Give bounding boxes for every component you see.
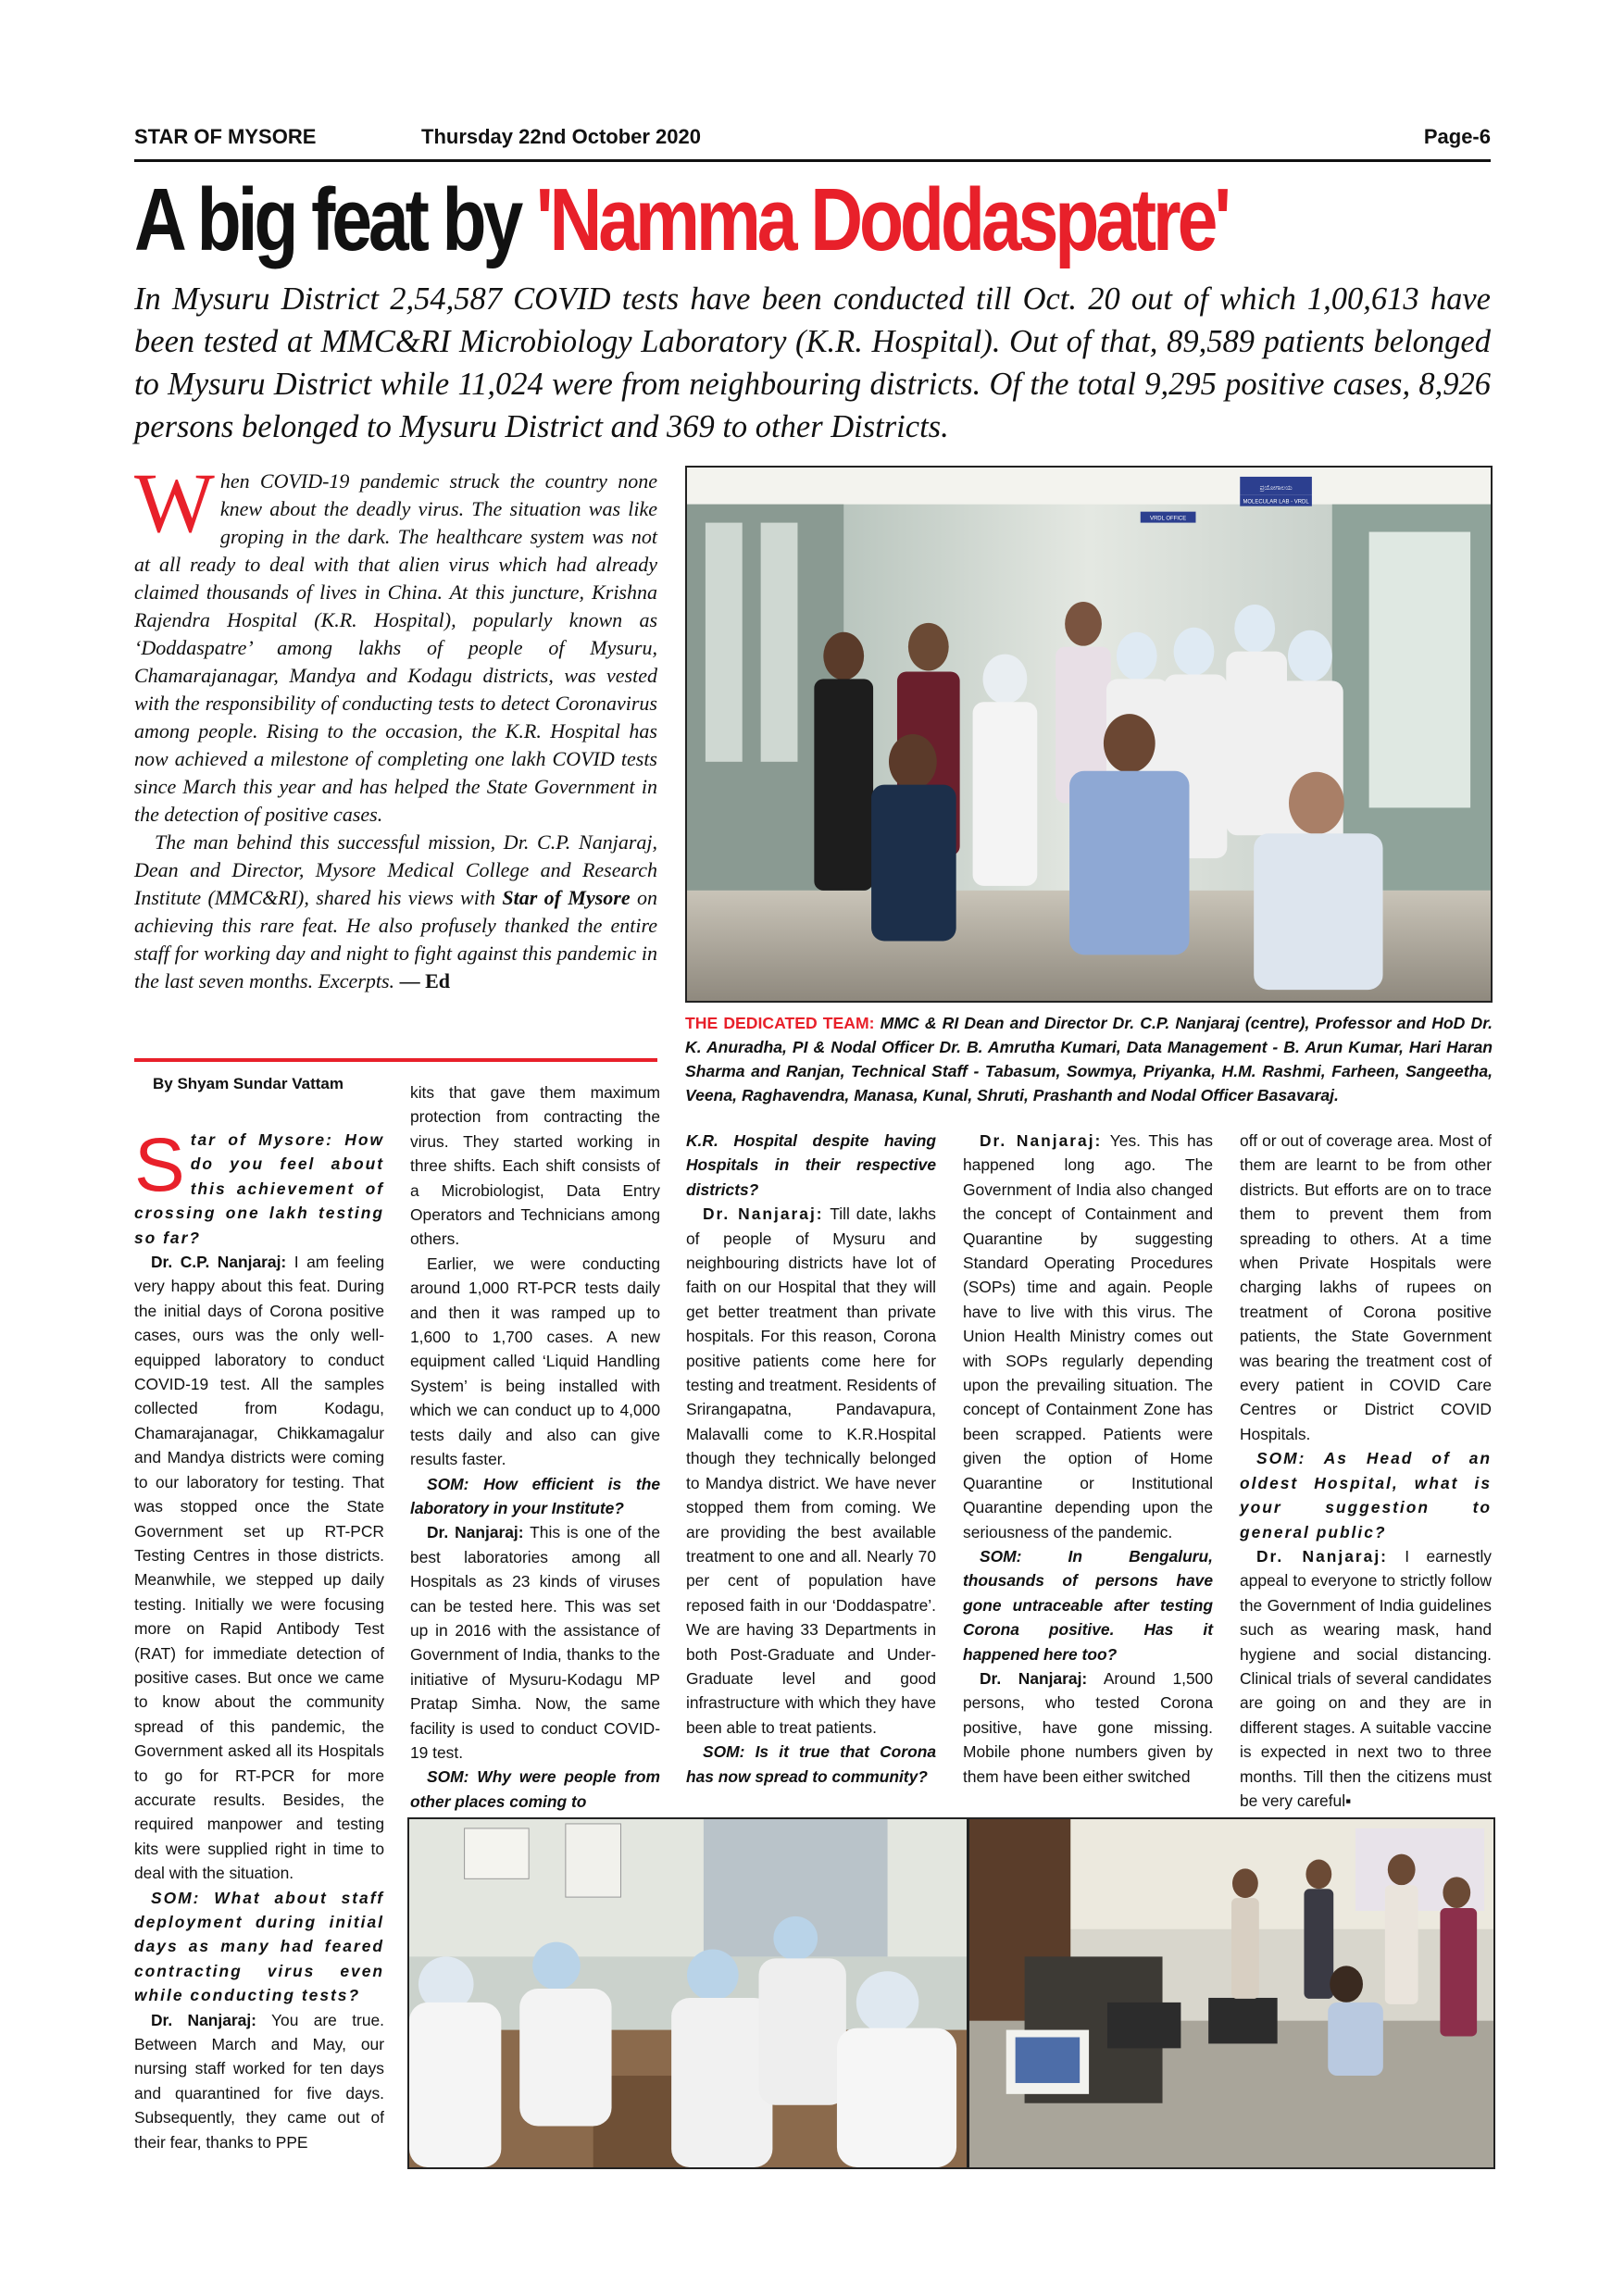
article-column-2: [410, 1080, 660, 1814]
col1-answer-1: I am feeling very happy about this feat. During the initial days of Corona positive cases, ours was the only well-equipped laboratory to conduct COVID-19 test. All the samples collected from Kodagu, Chamarajanagar, Chikkamagalur and Mandya districts were coming to our laboratory for testing. That was stopped once the State Government set up RT-PCR Testing Centres in those districts. Meanwhile, we stepped up daily testing. Initially we were focusing more on Rapid Antibody Test (RAT) for immediate detection of positive cases. But once we came to know about the community spread of this pandemic, the Government asked all its Hospitals to go for RT-PCR for more accurate results. Besides, the required manpower and testing kits were supplied right in time to deal with the situation.: [134, 1253, 384, 1883]
col2-q1: [410, 1472, 660, 1521]
col3-question-2: SOM: Is it true that Corona has now spread to community?: [686, 1742, 936, 1786]
deck-summary: In Mysuru District 2,54,587 COVID tests have been conducted till Oct. 20 out of which 1,00,613 have been tested at MMC&RI Microbiology Laboratory (K.R. Hospital). Out of that, 89,589 patients belonged to Mysuru District while 11,024 were from neighbouring districts. Of the total 9,295 positive cases, 8,926 persons belonged to Mysuru District and 369 to other Districts.: [134, 281, 1491, 444]
intro-block: [134, 455, 658, 995]
col1-a2-speaker: Dr. Nanjaraj:: [151, 2010, 256, 2029]
col3-answer-1: Till date, lakhs of people of Mysuru and neighbouring districts have lot of faith on our Hospital that they will get better treatment than private hospitals. For this reason, Corona positive patients come here for testing and treatment. Residents of Srirangapatna, Pandavapura, Malavalli come to K.R.Hospital though they technically belonged to Mandya district. We have never stopped them from coming. We are providing the best available treatment to one and all. Nearly 70 per cent of population have reposed faith in our ‘Doddaspatre’. We are having 33 Departments in both Post-Graduate and Under-Graduate level and good infrastructure with which they have been able to treat patients.: [686, 1204, 937, 1737]
intro-divider: [134, 1058, 657, 1062]
intro-text-1: hen COVID-19 pandemic struck the country none knew about the deadly virus. The situation was like groping in the dark. The healthcare system was not at all ready to deal with that alien virus which had already claimed thousands of lives in China. At this juncture, Krishna Rajendra Hospital (K.R. Hospital), popularly known as ‘Doddaspatre’ among lakhs of people of Mysuru, Chamarajanagar, Mandya and Kodagu districts, was vested with the responsibility of conducting tests to detect Coronavirus among people. Rising to the occasion, the K.R. Hospital has now achieved a milestone of completing one lakh COVID tests since March this year and has helped the State Government in the detection of positive cases.: [134, 469, 657, 826]
headline-red: 'Namma Doddaspatre': [535, 170, 1228, 269]
sign-door1: ಪ್ರಯೋಗಾಲಯ: [1259, 484, 1293, 492]
photo-caption: [685, 1011, 1493, 1107]
col1-q2: [134, 1886, 384, 2008]
col3-question-1: K.R. Hospital despite having Hospitals in their respective districts?: [686, 1131, 936, 1199]
dropcap-s: S: [134, 1123, 185, 1207]
article-column-4: [963, 1129, 1213, 1789]
caption-lead: THE DEDICATED TEAM:: [685, 1014, 875, 1032]
end-mark: ▪: [1345, 1791, 1352, 1810]
col2-answer-1: This is one of the best laboratories among all Hospitals as 23 kinds of viruses can be tested here. This was set up in 2016 with the assistance of Government of India, thanks to the initiative of Mysuru-Kodagu MP Pratap Simha. Now, the same facility is used to conduct COVID-19 test.: [410, 1523, 661, 1762]
headline: [134, 167, 1250, 278]
article-column-5: [1240, 1129, 1492, 1813]
col1-question-2: SOM: What about staff deployment during initial days as many had feared contracting virus even while conducting tests?: [134, 1888, 384, 2005]
col3-q1: [686, 1129, 936, 1202]
col4-a2-speaker: Dr. Nanjaraj:: [980, 1668, 1088, 1688]
col1-a2: [134, 2008, 384, 2154]
col1-a1: [134, 1250, 384, 1886]
col1-answer-2: You are true. Between March and May, our nursing staff worked for ten days and quarantined for five days. Subsequently, they came out of their fear, thanks to PPE: [134, 2010, 385, 2152]
computer-room-photo: [968, 1817, 1495, 2169]
lab-photo: [407, 1817, 968, 2169]
col5-a1-speaker: Dr. Nanjaraj:: [1256, 1546, 1388, 1566]
col5-answer-1: I earnestly appeal to everyone to strictly follow the Government of India guidelines such as wearing mask, hand hygiene and social distancing. Clinical trials of several candidates are going on and they are in different stages. A suitable vaccine is expected in next two to three months. Till then the citizens must be very careful: [1240, 1546, 1493, 1810]
headline-black: A big feat by: [134, 170, 536, 269]
col4-answer-2: Around 1,500 persons, who tested Corona positive, have gone missing. Mobile phone numbers given by them have been either switched: [963, 1668, 1213, 1786]
col3-q2: [686, 1740, 936, 1789]
col2-q2: [410, 1765, 660, 1814]
col4-a2: [963, 1666, 1213, 1789]
lab-photo-image: [409, 1819, 967, 2167]
col2-paragraph-2: Earlier, we were conducting around 1,000 RT-PCR tests daily and then it was ramped up to 1,600 to 1,700 cases. A new equipment called ‘Liquid Handling System’ is being installed with which we can conduct up to 4,000 tests daily and also can give results faster.: [410, 1254, 660, 1469]
col5-paragraph-1: off or out of coverage area. Most of them are learnt to be from other districts. But efforts are on to trace them to prevent them from spreading to others. At a time when Private Hospitals were charging lakhs of rupees on treatment of Corona positive patients, the State Government was bearing the treatment cost of every patient in COVID Care Centres or District COVID Hospitals.: [1240, 1131, 1492, 1443]
col4-a1: [963, 1129, 1213, 1544]
col5-a1: [1240, 1544, 1492, 1813]
col4-question-2: SOM: In Bengaluru, thousands of persons have gone untraceable after testing Corona positive. Has it happened here too?: [963, 1546, 1213, 1664]
col1-question-1: tar of Mysore: How do you feel about this achievement of crossing one lakh testing so far?: [134, 1130, 384, 1247]
computer-room-photo-image: [969, 1819, 1493, 2167]
col5-q1: [1240, 1446, 1492, 1544]
col4-answer-1: Yes. This has happened long ago. The Government of India also changed the concept of Containment and Quarantine by suggesting Standard Operating Procedures (SOPs) time and again. People have to live with this virus. The Union Health Ministry comes out with SOPs regularly depending upon the prevailing situation. The concept of Containment Zone has been scrapped. Patients were given the option of Home Quarantine or Institutional Quarantine depending upon the seriousness of the pandemic.: [963, 1131, 1214, 1541]
editor-sign: — Ed: [394, 969, 450, 992]
issue-date: Thursday 22nd October 2020: [421, 125, 701, 148]
col1-q1: [134, 1123, 384, 1250]
intro-paragraph-1: [134, 455, 657, 829]
article-column-3: [686, 1129, 936, 1789]
newspaper-name: STAR OF MYSORE: [134, 125, 317, 148]
sign-door2: MOLECULAR LAB - VRDL: [1243, 499, 1309, 505]
intro-text-2a: The man behind this successful mission, Dr. C.P. Nanjaraj, Dean and Director, Mysore Medical College and Research Institute (MMC&RI), shared his views with: [134, 830, 657, 909]
col2-a1-speaker: Dr. Nanjaraj:: [427, 1523, 524, 1542]
intro-paragraph-2: [134, 829, 657, 995]
page-number: Page-6: [1423, 125, 1491, 148]
col2-paragraph-1: kits that gave them maximum protection from contracting the virus. They started working in three shifts. Each shift consists of a Microbiologist, Data Entry Operators and Technicians among others.: [410, 1083, 660, 1249]
col4-a1-speaker: Dr. Nanjaraj:: [980, 1131, 1103, 1150]
intro-text-2b: on achieving this rare feat. He also profusely thanked the entire staff for working day and night to fight against this pandemic in the last seven months. Excerpts.: [134, 886, 658, 992]
col3-a1-speaker: Dr. Nanjaraj:: [703, 1204, 824, 1224]
team-photo: [685, 466, 1493, 1003]
intro-paper-name: Star of Mysore: [502, 886, 631, 909]
col3-a1: [686, 1202, 936, 1740]
col5-question-1: SOM: As Head of an oldest Hospital, what is your suggestion to general public?: [1240, 1449, 1492, 1541]
caption-text: MMC & RI Dean and Director Dr. C.P. Nanjaraj (centre), Professor and HoD Dr. K. Anuradha, PI & Nodal Officer Dr. B. Amrutha Kumari, Data Management - B. Arun Kumar, Hari Haran Sharma and Ranjan, Technical Staff - Tabasum, Sowmya, Priyanka, H.M. Rashmi, Farheen, Sangeetha, Veena, Raghavendra, Manasa, Kunal, Shruti, Prashanth and Nodal Officer Basavaraj.: [685, 1014, 1493, 1104]
dropcap-w: W: [134, 455, 215, 550]
col4-q2: [963, 1544, 1213, 1666]
col1-a1-speaker: Dr. C.P. Nanjaraj:: [151, 1253, 287, 1272]
col2-question-2: SOM: Why were people from other places coming to: [410, 1767, 660, 1811]
team-photo-image: [687, 468, 1491, 1001]
masthead: [134, 125, 1491, 162]
col2-a1: [410, 1520, 660, 1765]
col2-question-1: SOM: How efficient is the laboratory in your Institute?: [410, 1474, 660, 1517]
article-column-1: [134, 1072, 384, 2154]
byline: By Shyam Sundar Vattam: [153, 1075, 344, 1092]
sign-door3: VRDL OFFICE: [1150, 516, 1187, 522]
